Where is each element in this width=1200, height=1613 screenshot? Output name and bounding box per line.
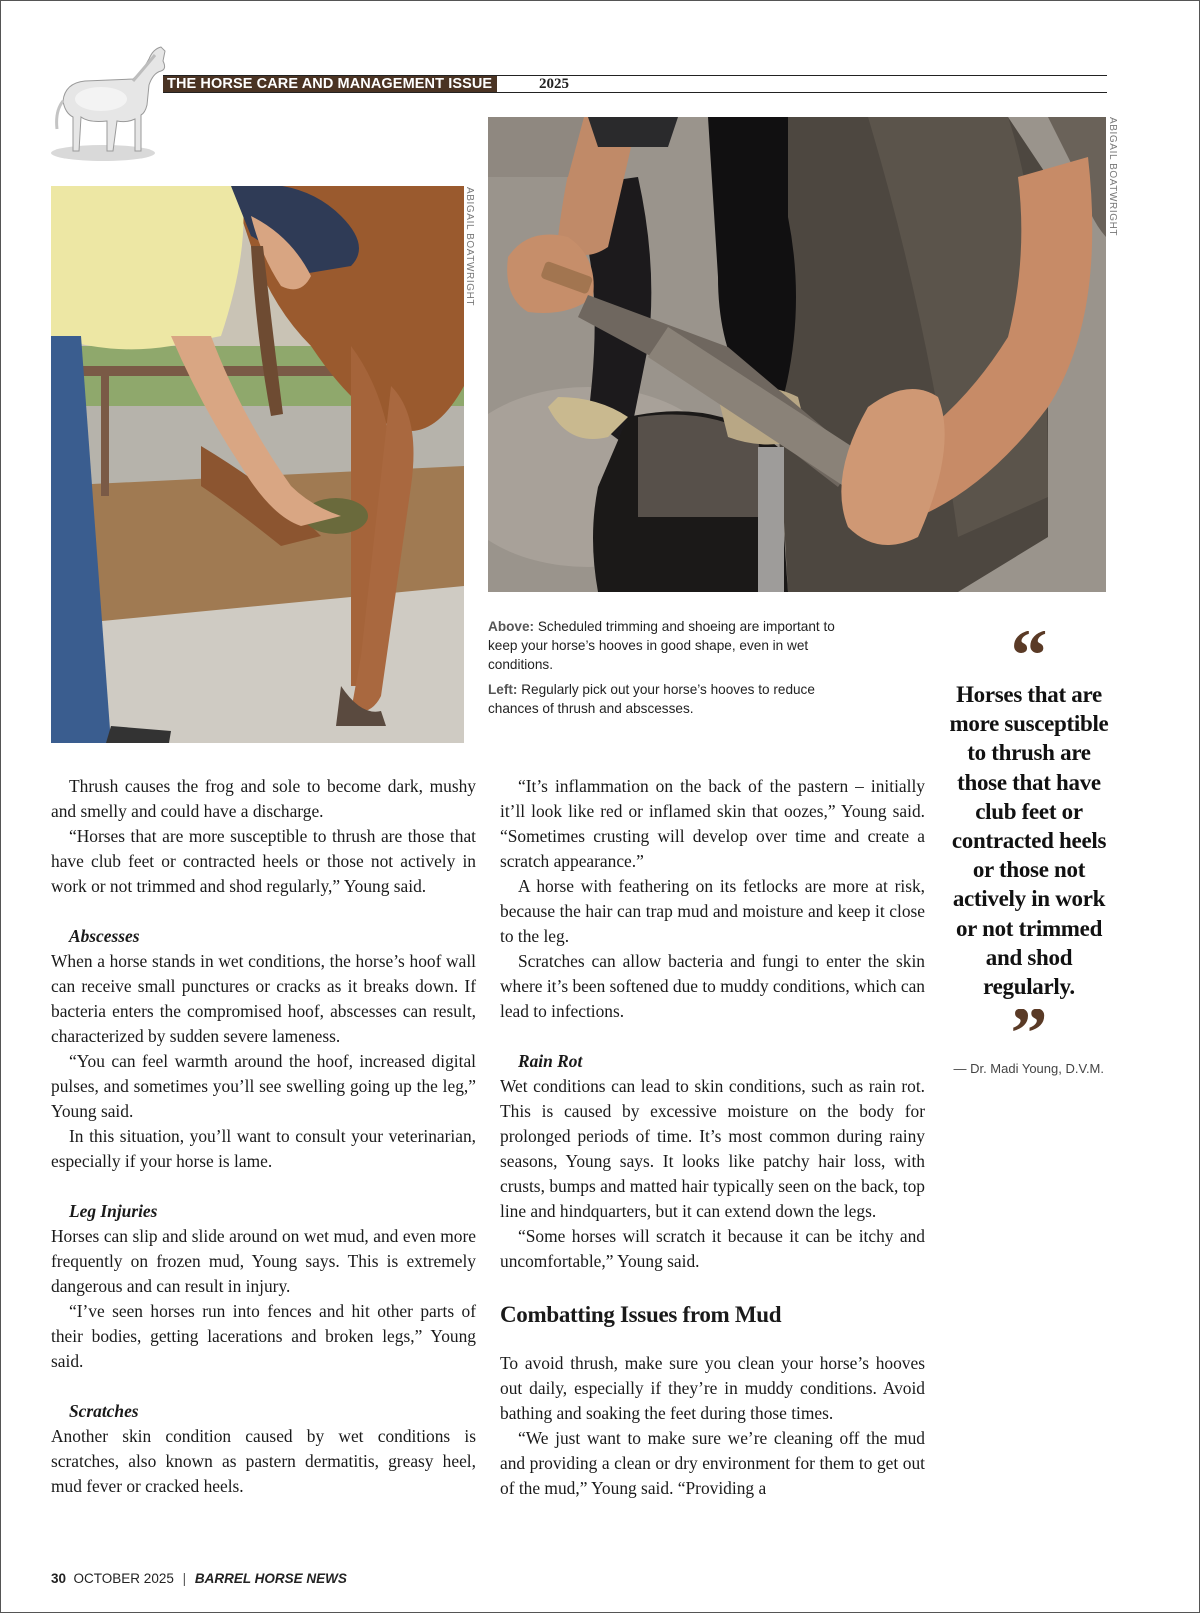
farrier-photo <box>488 117 1106 592</box>
pull-quote-text: Horses that are more susceptible to thrush are those that have club feet or contracted heels or those not actively in work or not trimmed and shod regularly. <box>949 682 1109 1000</box>
photo-captions <box>488 617 868 724</box>
open-quote-mark: “ <box>1010 631 1048 675</box>
footer-separator: | <box>182 1571 187 1586</box>
paragraph: A horse with feathering on its fetlocks are more at risk, because the hair can trap mud and moisture and keep it close to the leg. <box>500 876 925 946</box>
paragraph: “Horses that are more susceptible to thrush are those that have club feet or contracted heels or those not actively in work or not trimmed and shod regularly,” Young said. <box>51 826 476 896</box>
paragraph: Horses can slip and slide around on wet mud, and even more frequently on frozen mud, Young says. This is extremely dangerous and can result in injury. <box>51 1226 476 1296</box>
pull-quote <box>946 631 1112 1076</box>
paragraph: “It’s inflammation on the back of the pastern – initially it’ll look like red or inflamed skin that oozes,” Young said. “Sometimes crusting will develop over time and create a scratch appearance.” <box>500 776 925 871</box>
page-number: 30 <box>51 1571 67 1586</box>
caption-above-label: Above: <box>488 619 535 634</box>
paragraph: “Some horses will scratch it because it can be itchy and uncomfortable,” Young said. <box>500 1226 925 1271</box>
photo-credit-right: ABIGAIL BOATWRIGHT <box>1107 117 1118 237</box>
hoof-picking-photo <box>51 186 464 743</box>
caption-above <box>488 617 868 674</box>
subhead-scratches: Scratches <box>69 1401 139 1421</box>
paragraph: Another skin condition caused by wet conditions is scratches, also known as pastern dermatitis, greasy heel, mud fever or cracked heels. <box>51 1426 476 1496</box>
paragraph: Wet conditions can lead to skin conditions, such as rain rot. This is caused by excessive moisture on the body for prolonged periods of time. It’s most common during rainy seasons, Young says. It looks like patchy hair loss, with crusts, bumps and matted hair typically seen on the back, top line and hindquarters, but it can extend down the legs. <box>500 1076 925 1221</box>
photo-credit-left: ABIGAIL BOATWRIGHT <box>464 187 475 307</box>
paragraph: “You can feel warmth around the hoof, increased digital pulses, and sometimes you’ll see swelling going up the leg,” Young said. <box>51 1051 476 1121</box>
pull-quote-attribution: — Dr. Madi Young, D.V.M. <box>953 1061 1104 1077</box>
paragraph: “I’ve seen horses run into fences and hit other parts of their bodies, getting lacerations and broken legs,” Young said. <box>51 1301 476 1371</box>
subhead-rain-rot: Rain Rot <box>518 1051 583 1071</box>
section-header <box>163 75 1107 93</box>
subhead-abscesses: Abscesses <box>69 926 140 946</box>
paragraph: Thrush causes the frog and sole to become dark, mushy and smelly and could have a discharge. <box>51 776 476 821</box>
subhead-leg-injuries: Leg Injuries <box>69 1201 158 1221</box>
paragraph: When a horse stands in wet conditions, the horse’s hoof wall can receive small punctures or cracks as it breaks down. If bacteria enters the compromised hoof, abscesses can result, characterized by sudden severe lameness. <box>51 951 476 1046</box>
issue-year: 2025 <box>539 76 569 92</box>
paragraph: “We just want to make sure we’re cleaning off the mud and providing a clean or dry environment for them to get out of the mud,” Young said. “Providing a <box>500 1428 925 1498</box>
publication-name: BARREL HORSE NEWS <box>194 1571 347 1586</box>
close-quote-mark: ” <box>1010 1009 1048 1054</box>
caption-left-text: Regularly pick out your horse’s hooves to reduce chances of thrush and abscesses. <box>488 682 815 716</box>
article-column-2 <box>500 774 925 1501</box>
caption-left-label: Left: <box>488 682 518 697</box>
article-column-1 <box>51 774 476 1499</box>
horse-illustration <box>45 41 173 167</box>
caption-left <box>488 680 868 718</box>
section-heading: Combatting Issues from Mud <box>500 1302 782 1327</box>
issue-date: OCTOBER 2025 <box>73 1571 174 1586</box>
paragraph: Scratches can allow bacteria and fungi to enter the skin where it’s been softened due to muddy conditions, which can lead to infections. <box>500 951 926 1021</box>
issue-label: THE HORSE CARE AND MANAGEMENT ISSUE <box>163 76 497 92</box>
paragraph: To avoid thrush, make sure you clean your horse’s hooves out daily, especially if they’re in muddy conditions. Avoid bathing and soaking the feet during those times. <box>500 1353 925 1423</box>
paragraph: In this situation, you’ll want to consult your veterinarian, especially if your horse is lame. <box>51 1126 476 1171</box>
page-footer <box>51 1571 347 1586</box>
caption-above-text: Scheduled trimming and shoeing are important to keep your horse’s hooves in good shape, even in wet conditions. <box>488 619 835 672</box>
